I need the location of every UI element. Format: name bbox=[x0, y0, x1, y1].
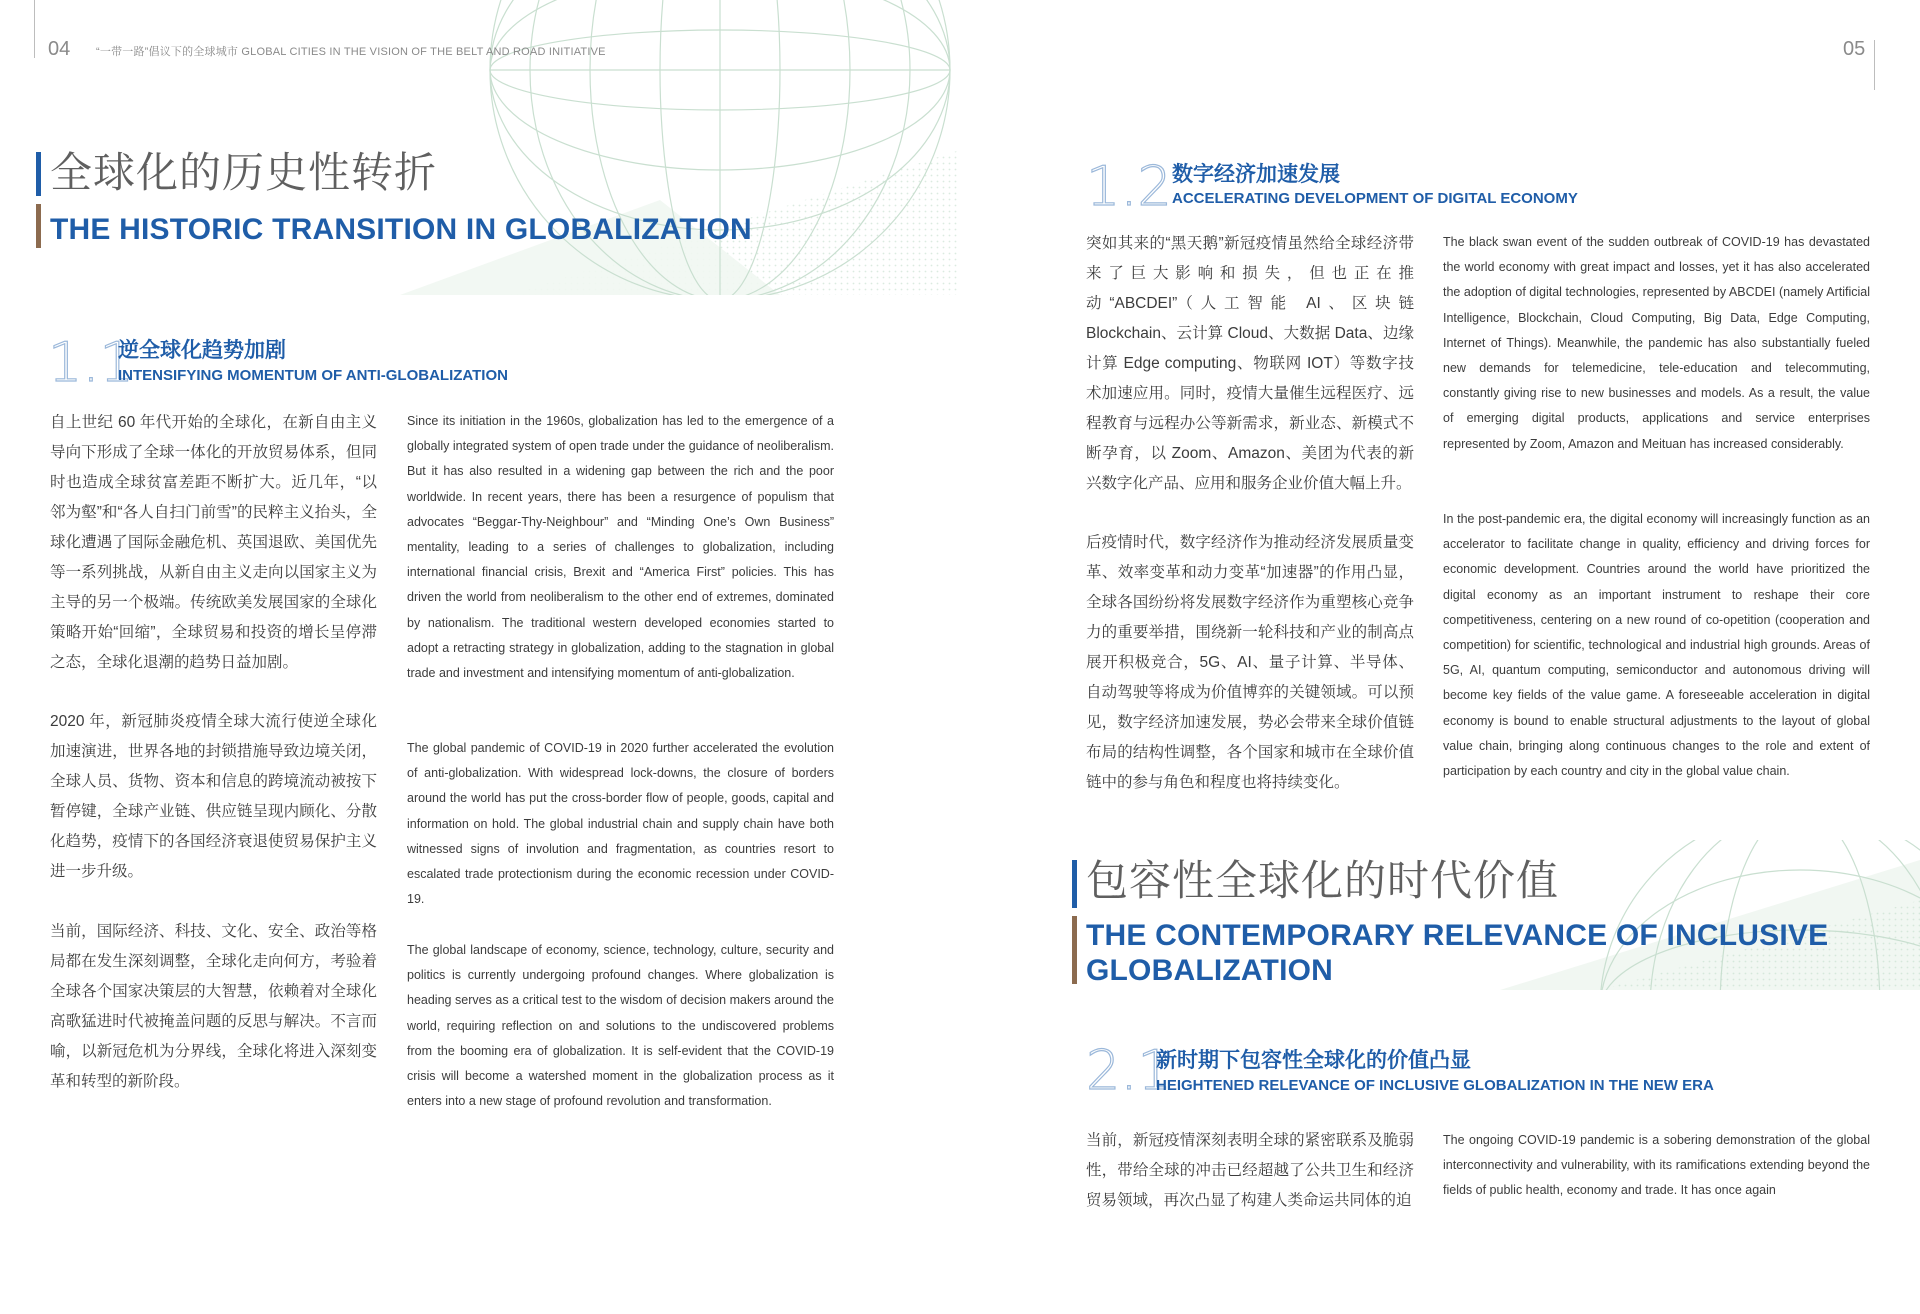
chapter2-bar-brown bbox=[1072, 916, 1077, 984]
chapter2-bar-blue bbox=[1072, 860, 1077, 908]
section-1-2-title-zh: 数字经济加速发展 bbox=[1172, 163, 1340, 186]
section-1-2-zh-paragraph-2: 后疫情时代，数字经济作为推动经济发展质量变革、效率变革和动力变革“加速器”的作用凸显，全球各国纷纷将发展数字经济作为重塑核心竞争力的重要举措，围绕新一轮科技和产业的制高点展开积极竞合，5G、AI、量子计算、半导体、自动驾驶等将成为价值博弈的关键领域。可以预见，数字经济加速发展，势必会带来全球价值链布局的结构性调整，各个国家和城市在全球价值链中的参与角色和程度也将持续变化。 bbox=[1086, 534, 1414, 791]
left-margin-line bbox=[34, 0, 35, 58]
section-1-2-en-paragraph-1: The black swan event of the sudden outbreak of COVID-19 has devastated the world economy with great impact and losses, yet it has also accelerated the adoption of digital technologies, represented by ABCDEI (namely Artificial Intelligence, Blockchain, Cloud Computing, Big Data, Edge Computing, Internet of Things). Meanwhile, the pandemic has also substantially fueled new demands for telemedicine, tele-education and telecommuting, constantly giving rise to new businesses and models. As a result, the value of emerging digital products, applications and service enterprises represented by Zoom, Amazon and Meituan has increased considerably. bbox=[1443, 235, 1870, 451]
section-1-1-en-paragraph-1: Since its initiation in the 1960s, globalization has led to the emergence of a globally integrated system of open trade under the guidance of neoliberalism. But it has also resulted in a widening gap between the rich and the poor worldwide. In recent years, there has been a resurgence of populism that advocates “Beggar-Thy-Neighbour” and “Minding One’s Own Business” mentality, leading to a series of challenges to globalization, including international financial crisis, Brexit and “America First” policies. This has driven the world from neoliberalism to the other end of extremes, dominated by nationalism. The traditional western developed economies started to adopt a retracting strategy in globalization, adding to the stagnation in global trade and investment and intensifying momentum of anti-globalization. bbox=[407, 414, 834, 681]
section-1-1-en-paragraph-3: The global landscape of economy, science, technology, culture, security and politics is currently undergoing profound changes. Where globalization is heading serves as a critical test to the wisdom of decision makers around the world, requiring reflection on and solutions to the undiscovered problems from the booming era of globalization. It is self-evident that the COVID-19 crisis will become a watershed moment in the globalization process as it enters into a new stage of profound revolution and transformation. bbox=[407, 943, 834, 1109]
chapter1-title-en: THE HISTORIC TRANSITION IN GLOBALIZATION bbox=[50, 213, 752, 246]
right-margin-line bbox=[1874, 40, 1875, 90]
right-page-number: 05 bbox=[1843, 38, 1866, 60]
section-1-1-title-en: INTENSIFYING MOMENTUM OF ANTI-GLOBALIZATION bbox=[118, 367, 508, 384]
chapter1-title-zh: 全球化的历史性转折 bbox=[50, 149, 438, 196]
chapter2-title-en-line2: GLOBALIZATION bbox=[1086, 954, 1334, 987]
chapter1-bar-brown bbox=[36, 204, 41, 248]
section-1-1-zh-paragraph-2: 2020 年，新冠肺炎疫情全球大流行使逆全球化加速演进，世界各地的封锁措施导致边境关闭，全球人员、货物、资本和信息的跨境流动被按下暂停键，全球产业链、供应链呈现内顾化、分散化趋势，疫情下的各国经济衰退使贸易保护主义进一步升级。 bbox=[50, 713, 377, 880]
running-title: “一带一路”倡议下的全球城市 GLOBAL CITIES IN THE VISION OF THE BELT AND ROAD INITIATIVE bbox=[96, 46, 606, 58]
section-2-1-title-zh: 新时期下包容性全球化的价值凸显 bbox=[1156, 1049, 1471, 1072]
section-1-1-title-zh: 逆全球化趋势加剧 bbox=[118, 339, 286, 362]
section-1-2-title-en: ACCELERATING DEVELOPMENT OF DIGITAL ECONOMY bbox=[1172, 190, 1578, 207]
chapter1-bar-blue bbox=[36, 152, 41, 196]
section-2-1-number: 2.1 bbox=[1086, 1039, 1172, 1102]
section-2-1-en-paragraph: The ongoing COVID-19 pandemic is a sobering demonstration of the global interconnectivity and vulnerability, with its ramifications extending beyond the fields of public health, economy and trade. It has once again bbox=[1443, 1133, 1870, 1198]
section-1-1-zh-paragraph-3: 当前，国际经济、科技、文化、安全、政治等格局都在发生深刻调整，全球化走向何方，考验着全球各个国家决策层的大智慧，依赖着对全球化高歌猛进时代被掩盖问题的反思与解决。不言而喻，以新冠危机为分界线，全球化将进入深刻变革和转型的新阶段。 bbox=[50, 923, 377, 1090]
section-1-1-zh-paragraph-1: 自上世纪 60 年代开始的全球化，在新自由主义导向下形成了全球一体化的开放贸易体系，但同时也造成全球贫富差距不断扩大。近几年，“以邻为壑”和“各人自扫门前雪”的民粹主义抬头，全球化遭遇了国际金融危机、英国退欧、美国优先等一系列挑战，从新自由主义走向以国家主义为主导的另一个极端。传统欧美发展国家的全球化策略开始“回缩”，全球贸易和投资的增长呈停滞之态，全球化退潮的趋势日益加剧。 bbox=[50, 414, 377, 671]
left-page-number: 04 bbox=[48, 38, 71, 60]
section-2-1-title-en: HEIGHTENED RELEVANCE OF INCLUSIVE GLOBALIZATION IN THE NEW ERA bbox=[1156, 1077, 1714, 1094]
section-1-1-number: 1.1 bbox=[48, 331, 134, 394]
section-1-2-number: 1.2 bbox=[1086, 155, 1172, 218]
chapter2-title-en-line1: THE CONTEMPORARY RELEVANCE OF INCLUSIVE bbox=[1086, 919, 1829, 952]
section-1-2-zh-paragraph-1: 突如其来的“黑天鹅”新冠疫情虽然给全球经济带来了巨大影响和损失，但也正在推动“ABCDEI”（人工智能 AI、区块链 Blockchain、云计算 Cloud、大数据 Data、边缘计算 Edge computing、物联网 IOT）等数字技术加速应用。同时，疫情大量催生远程医疗、远程教育与远程办公等新需求，新业态、新模式不断孕育，以 Zoom、Amazon、美团为代表的新兴数字化产品、应用和服务企业价值大幅上升。 bbox=[1086, 235, 1414, 492]
section-1-2-en-paragraph-2: In the post-pandemic era, the digital economy will increasingly function as an accelerator to facilitate change in quality, efficiency and driving forces for economic development. Countries around the world have prioritized the digital economy as an important instrument to reshape their core competitiveness, centering on a new round of co-opetition (cooperation and competition) for scientific, technological and industrial high grounds. Areas of 5G, AI, quantum computing, semiconductor and autonomous driving will become key fields of the value game. A foreseeable acceleration in digital economy is bound to enable structural adjustments to the layout of global value chain, bringing along continuous changes to the role and extent of participation by each country and city in the global value chain. bbox=[1443, 512, 1870, 779]
section-2-1-zh-paragraph: 当前，新冠疫情深刻表明全球的紧密联系及脆弱性，带给全球的冲击已经超越了公共卫生和经济贸易领域，再次凸显了构建人类命运共同体的迫 bbox=[1086, 1132, 1414, 1209]
section-1-1-en-paragraph-2: The global pandemic of COVID-19 in 2020 further accelerated the evolution of anti-globalization. With widespread lock-downs, the closure of borders around the world has put the cross-border flow of people, goods, capital and information on hold. The global industrial chain and supply chain have both witnessed signs of involution and fragmentation, as countries resort to escalated trade protectionism during the economic recession under COVID-19. bbox=[407, 741, 834, 907]
chapter2-title-zh: 包容性全球化的时代价值 bbox=[1086, 857, 1560, 904]
